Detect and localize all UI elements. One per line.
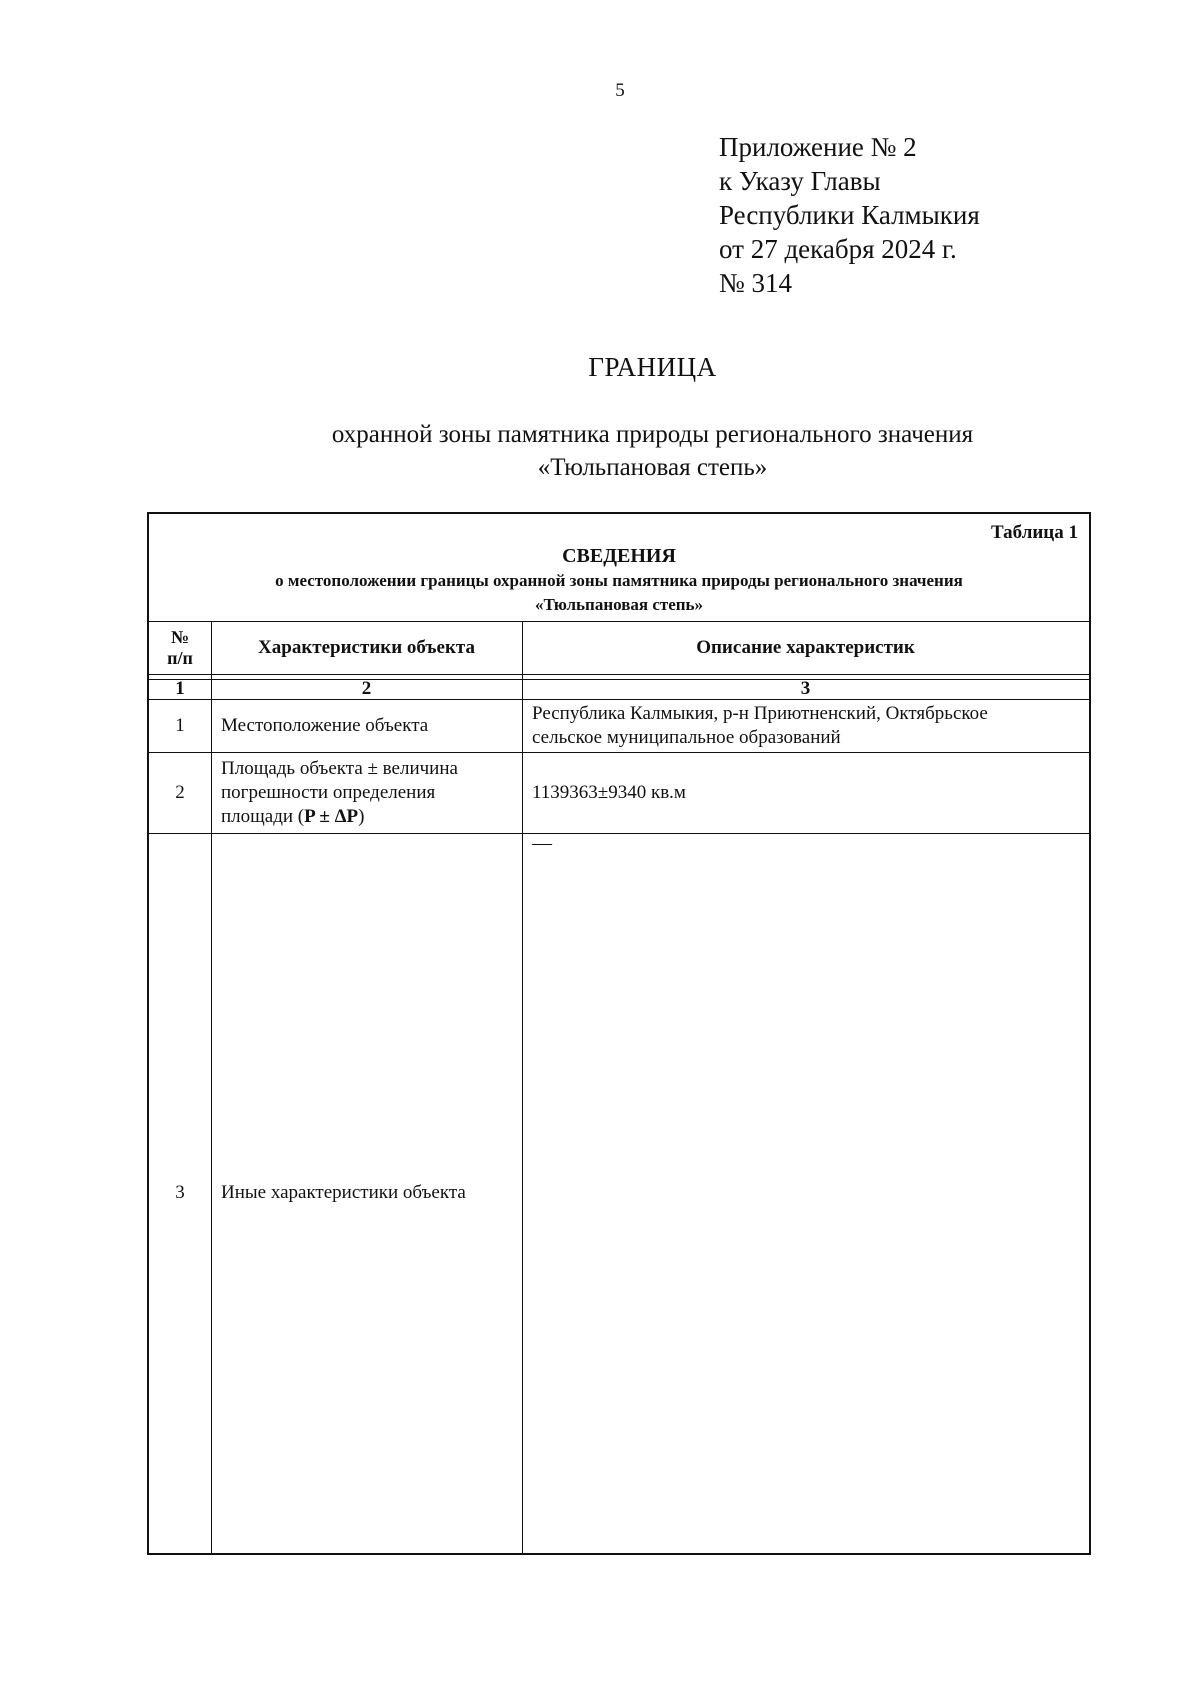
- table-rule: [149, 674, 1089, 675]
- row-description: [522, 833, 1089, 1553]
- row-description: [522, 699, 1089, 752]
- header-num: [149, 621, 211, 674]
- row-number: 3: [175, 1182, 185, 1203]
- characteristic-line: погрешности определения: [221, 781, 436, 803]
- characteristic-text: площади (: [221, 805, 305, 827]
- table-number: Таблица 1: [990, 522, 1078, 543]
- formula-text: P ± ΔP: [304, 805, 359, 827]
- column-number: 2: [361, 678, 372, 699]
- characteristic-text: ): [358, 805, 365, 827]
- page-number: 5: [615, 80, 625, 101]
- header-num-line: п/п: [167, 647, 193, 668]
- header-characteristic: Характеристики объекта: [258, 636, 475, 658]
- subtitle-line: «Тюльпановая степь»: [537, 454, 768, 481]
- characteristic-line: [221, 805, 364, 829]
- appendix-line: № 314: [719, 268, 793, 298]
- document-subtitle: [0, 418, 1200, 484]
- dash-text: —: [532, 832, 552, 854]
- subtitle-line: охранной зоны памятника природы регионального значения: [331, 421, 974, 448]
- header-num-line: №: [170, 626, 190, 647]
- row-number: 2: [175, 781, 185, 803]
- appendix-line: от 27 декабря 2024 г.: [719, 234, 957, 264]
- row-characteristic: [211, 752, 522, 833]
- table-caption: [149, 514, 1089, 618]
- row-number: 1: [175, 714, 185, 736]
- appendix-line: к Указу Главы: [719, 166, 881, 196]
- row-characteristic: Иные характеристики объекта: [221, 1182, 466, 1203]
- appendix-line: Республики Калмыкия: [719, 200, 980, 230]
- characteristic-line: Площадь объекта ± величина: [221, 757, 458, 779]
- document-title: ГРАНИЦА: [588, 352, 717, 382]
- description-line: Республика Калмыкия, р-н Приютненский, Октябрьское: [532, 702, 988, 724]
- info-table: [147, 512, 1091, 1555]
- column-number: 3: [800, 678, 811, 699]
- description-line: сельское муниципальное образований: [532, 726, 841, 748]
- header-description: Описание характеристик: [696, 636, 915, 658]
- caption-line: о местоположении границы охранной зоны памятника природы регионального значения: [275, 571, 963, 590]
- table-grid: [149, 621, 1089, 1553]
- column-number: 1: [175, 678, 185, 699]
- caption-title: СВЕДЕНИЯ: [562, 545, 676, 567]
- row-description: 1139363±9340 кв.м: [532, 781, 686, 803]
- appendix-block: [719, 130, 980, 300]
- caption-line: «Тюльпановая степь»: [534, 595, 704, 614]
- appendix-line: Приложение № 2: [719, 132, 917, 162]
- row-characteristic: Местоположение объекта: [221, 714, 429, 736]
